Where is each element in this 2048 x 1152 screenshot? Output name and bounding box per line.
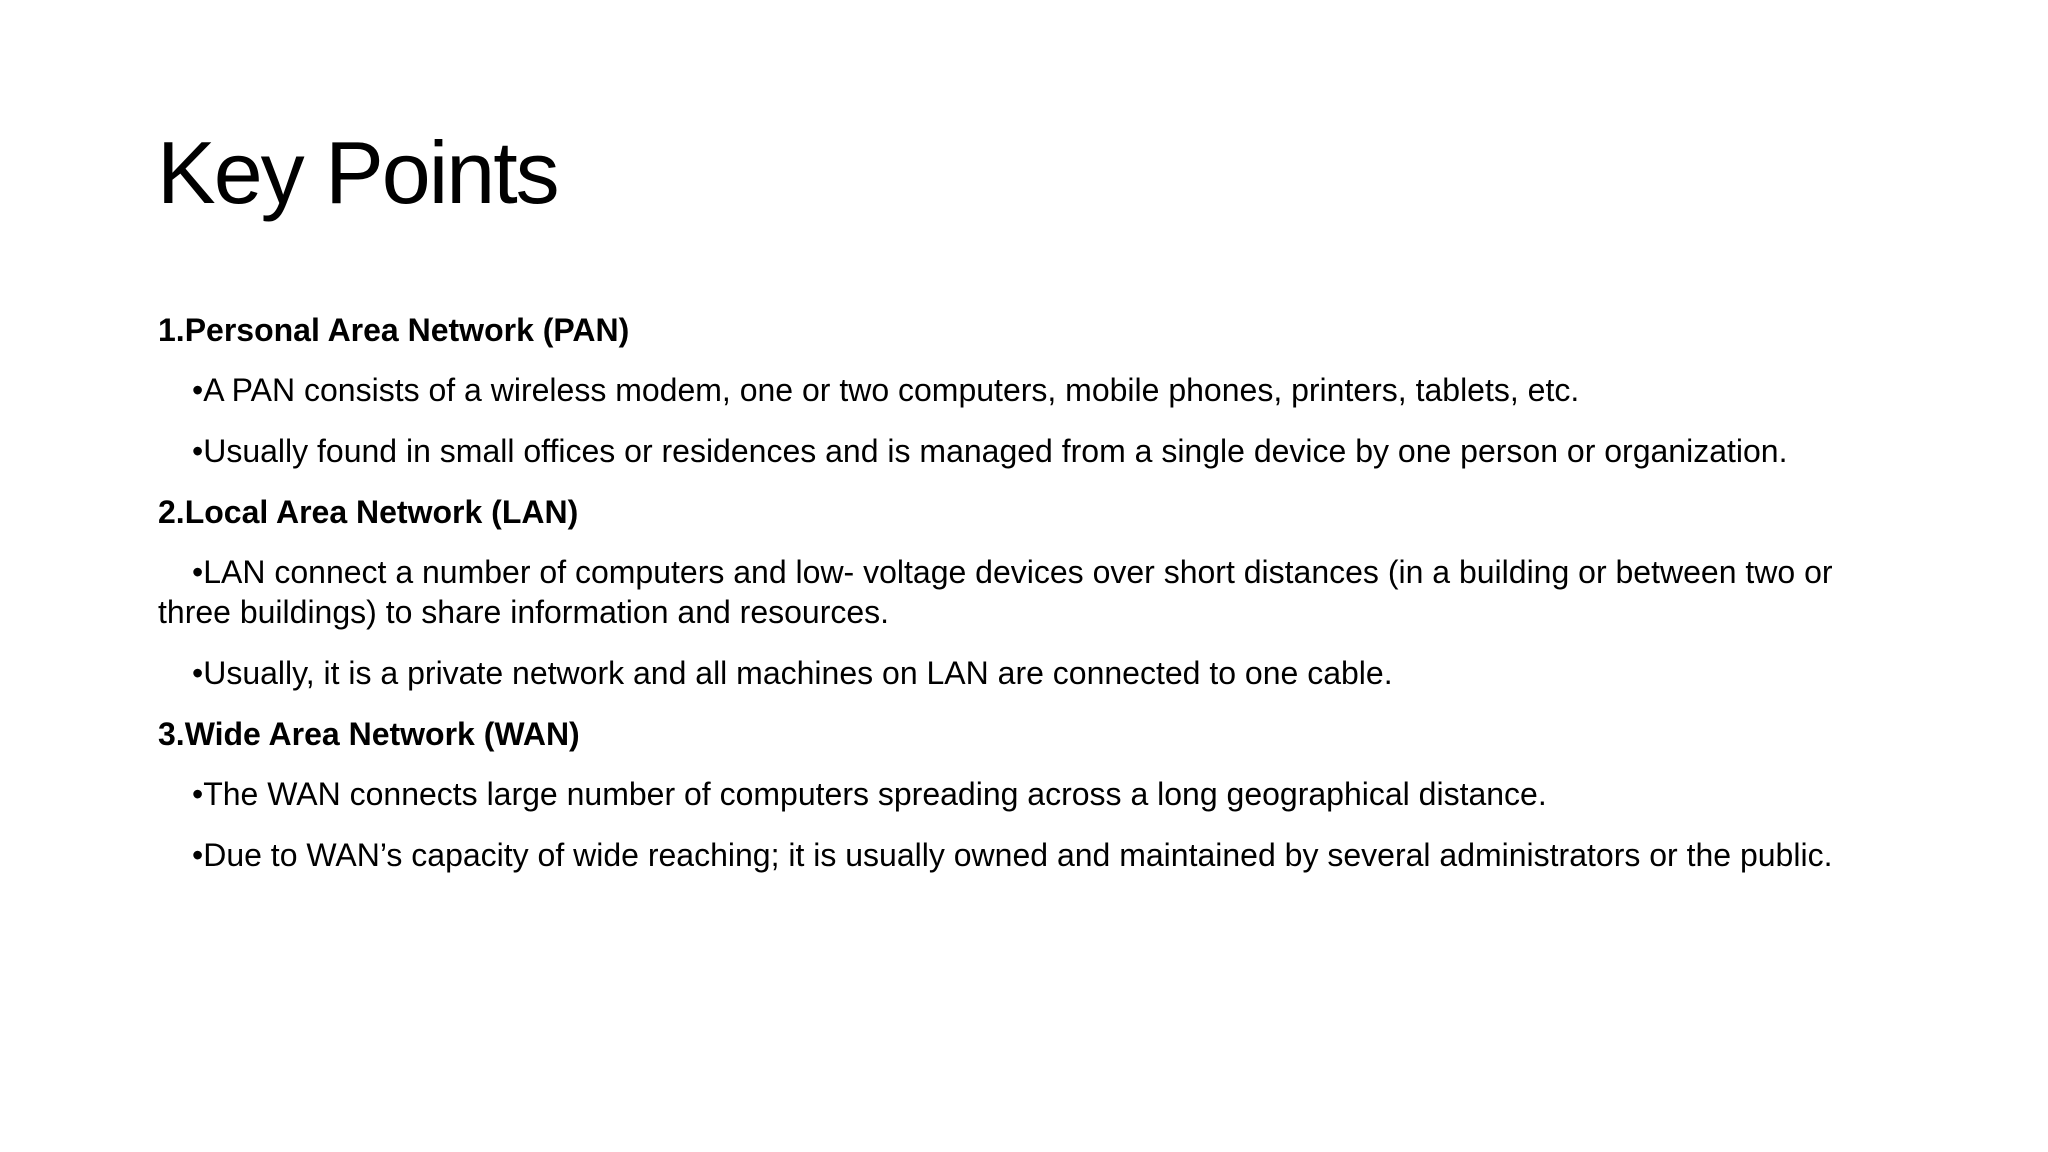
section-heading-pan: 1.Personal Area Network (PAN) [158,312,630,348]
section-lan [158,492,1898,693]
section-wan [158,714,1898,875]
section-heading-lan: 2.Local Area Network (LAN) [158,494,579,530]
slide-content [158,310,1898,896]
bullet-item: •LAN connect a number of computers and low- voltage devices over short distances (in a building or between two or three buildings) to share information and resources. [158,554,1833,630]
section-heading-wan: 3.Wide Area Network (WAN) [158,716,580,752]
bullet-item: •A PAN consists of a wireless modem, one or two computers, mobile phones, printers, tablets, etc. [192,372,1580,408]
bullet-item: •Due to WAN’s capacity of wide reaching; it is usually owned and maintained by several administrators or the public. [192,837,1833,873]
bullet-item: •Usually found in small offices or residences and is managed from a single device by one person or organization. [192,433,1788,469]
bullet-item: •Usually, it is a private network and all machines on LAN are connected to one cable. [192,655,1393,691]
section-pan [158,310,1898,471]
bullet-item: •The WAN connects large number of computers spreading across a long geographical distance. [192,776,1547,812]
slide-title: Key Points [157,123,558,222]
